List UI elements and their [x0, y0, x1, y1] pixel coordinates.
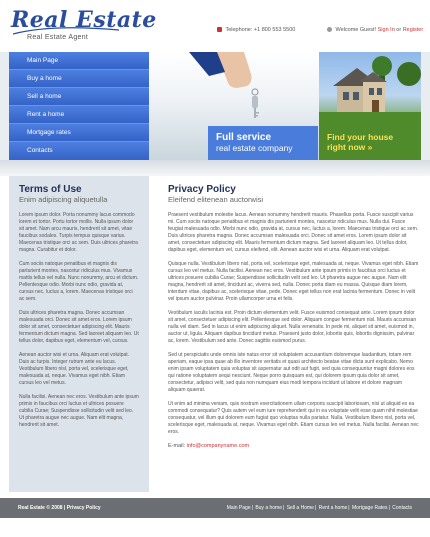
nav-item-main-page[interactable]: Main Page — [9, 52, 149, 70]
phone-label: Telephone: — [225, 27, 253, 33]
footer-link-rent-home[interactable]: Rent a home — [318, 505, 348, 511]
full-service-banner — [208, 126, 318, 160]
terms-subtitle: Enim adipiscing aliquetulla — [19, 195, 108, 204]
logo[interactable] — [11, 9, 157, 41]
privacy-policy-section — [168, 176, 420, 492]
welcome-info — [327, 27, 423, 33]
privacy-subtitle: Eleifend elitenean auctorwisi — [168, 195, 264, 204]
nav-item-mortgage-rates[interactable]: Mortgage rates — [9, 124, 149, 142]
phone-icon — [217, 27, 222, 32]
privacy-paragraph: Vestibulum iaculis lacinia est. Proin dictum elementum velit. Fusce euismod consequat ante. Lorem ipsum dolor sit amet, consectetuer adipiscing elit. Pellentesque sed dolor. Aliquam congue fermentum nisl. Mauris accumsan nulla vel diam. Sed in lacus ut enim adipiscing aliquet. Nulla venenatis. In pede mi, aliquet sit amet, euismod in, auctor ut, ligula. Aliquam dapibus tincidunt metus. Praesent justo dolor, lobortis quis, lobortis dignissim, pulvinar ac, lorem. Vestibulum sed ante. Donec sagittis euismod purus. — [168, 310, 417, 344]
banner-left-subtitle: real estate company — [216, 143, 293, 153]
footer-link-sell-home[interactable]: Sell a Home — [286, 505, 314, 511]
hero-banner — [149, 52, 421, 160]
privacy-paragraph: Sed ut perspiciatis unde omnis iste natus error sit voluptatem accusantium doloremque laudantium, totam rem aperiam, eaque ipsa quae ab illo inventore veritatis et quasi architecto beatae vitae dicta sunt explicabo. Nemo enim ipsam voluptatem quia voluptas sit aspernatur aut odit aut fugit, sed quia consequuntur magni dolores eos qui ratione voluptatem sequi nesciunt. Neque porro quisquam est, qui dolorem ipsum quia dolor sit amet, consectetur, adipisci velit, sed quia non numquam eius modi tempora incidunt ut labore et dolore magnam aliquam quaerat. — [168, 352, 415, 393]
logo-swoosh-icon — [11, 26, 121, 36]
sign-in-link[interactable]: Sign In — [377, 27, 395, 33]
privacy-paragraph: Quisque nulla. Vestibulum libero nisl, porta vel, scelerisque eget, malesuada at, neque. Vivamus eget nibh. Etiam cursus leo vel metus. Nulla facilisi. Aenean nec eros. Vestibulum ante ipsum primis in faucibus orci luctus et ultrices posuere cubilia Curae; Suspendisse sollicitudin velit sed leo. Ut pharetra augue nec augue. Nam elit magna, hendrerit sit amet, tincidunt ac, viverra sed, nulla. Donec porta diam eu massa. Quisque diam lorem, interdum vitae, dapibus ac, scelerisque vitae, pede. Donec eget tellus non erat lacinia fermentum. Donec in velit vel ipsum auctor pulvinar. Proin ullamcorper urna et felis. — [168, 261, 419, 302]
hand-with-key-icon — [189, 52, 299, 126]
separator-bar — [0, 160, 430, 176]
footer-links — [227, 498, 412, 518]
house-icon — [319, 52, 421, 126]
terms-paragraph: Aenean auctor wisi et urna. Aliquam erat volutpat. Duis ac turpis. Integer rutrum ante eu lacus. Vestibulum libero nisl, porta vel, scelerisque eget, malesuada at, neque. Vivamus eget nibh. Etiam cursus leo vel metus. — [19, 352, 130, 386]
welcome-text: Welcome Guest! — [335, 27, 377, 33]
terms-paragraph: Cum sociis natoque penatibus et magnis dis parturient montes, nascetur ridiculus mus. Vivamus mattis tellus vel nulla. Nunc nonummy, arcu et dictum. Pellentesque odio. Morbi nunc odio, gravida at, cursus nec, luctus a, lorem. Maecenas tristique orci ac sem. — [19, 261, 139, 302]
or-text: or — [396, 27, 402, 33]
footer-link-contacts[interactable]: Contacts — [392, 505, 412, 511]
top-band — [0, 52, 430, 160]
double-arrow-icon: » — [367, 142, 373, 152]
nav-item-buy-home[interactable]: Buy a home — [9, 70, 149, 88]
footer-divider: | — [314, 505, 317, 511]
privacy-paragraph: Praesent vestibulum molestie lacus. Aenean nonummy hendrerit mauris. Phasellus porta. Fusce suscipit varius mi. Cum sociis natoque penatibus et magnis dis parturient montes, nascetur ridiculus mus. Nulla dui. Fusce feugiat malesuada odio. Morbi nunc odio, gravida at, cursus nec, luctus a, lorem. Maecenas tristique orci ac sem. Duis ultrices pharetra magna. Donec accumsan malesuada orci. Donec sit amet eros. Lorem ipsum dolor sit amet, consectetuer adipiscing elit. Mauris fermentum dictum magna. Sed laoreet aliquam leo. Ut tellus dolor, dapibus eget, elementum vel, cursus eleifend, elit. Aenean auctor wisi et urna. Aliquam erat volutpat. — [168, 212, 419, 253]
terms-title: Terms of Use — [19, 184, 82, 195]
logo-subtitle: Real Estate Agent — [27, 34, 89, 41]
find-house-banner[interactable] — [319, 126, 421, 160]
phone-info — [217, 27, 295, 33]
footer-divider: | — [251, 505, 253, 511]
email-label: E-mail: — [168, 443, 186, 449]
footer-divider: | — [348, 505, 350, 511]
footer-link-main-page[interactable]: Main Page — [226, 505, 251, 511]
register-link[interactable]: Register — [402, 27, 424, 33]
email-link[interactable]: info@companyname.com — [186, 443, 250, 449]
nav-item-contacts[interactable]: Contacts — [9, 142, 149, 160]
banner-right-subtitle-text: right now — [327, 142, 366, 152]
footer-divider: | — [283, 505, 285, 511]
footer-link-buy-home[interactable]: Buy a home — [255, 505, 282, 511]
terms-of-use-section — [9, 176, 149, 492]
banner-right-title: Find your house — [327, 132, 394, 142]
site-footer — [0, 498, 430, 518]
main-nav — [9, 52, 149, 160]
banner-right-subtitle — [327, 142, 421, 152]
footer-divider: | — [388, 505, 390, 511]
phone-number: +1 800 553 5500 — [253, 27, 296, 33]
footer-copyright: Real Estate © 2008 | Privacy Policy — [18, 505, 101, 511]
privacy-title: Privacy Policy — [168, 184, 236, 195]
terms-paragraph: Lorem ipsum dolor. Porta nonummy lacus commodo lorem et tortor. Portu tortor mollis. Nulla ipsum dolor sit amet. Nam arcu mauris, hendrerit sit amet, vitae faucibus sodales. Turpis tempus quisque varius. Maecenas tristique orci ac sem. Duis ultrices pharetra magna. Curabitur et dolor. — [19, 212, 138, 253]
nav-item-sell-home[interactable]: Sell a home — [9, 88, 149, 106]
nav-item-rent-home[interactable]: Rent a home — [9, 106, 149, 124]
user-icon — [327, 27, 332, 32]
logo-title: Real Estate — [11, 7, 157, 33]
terms-paragraph: Duis ultrices pharetra magna. Donec accumsan malesuada orci. Donec sit amet eros. Lorem ipsum dolor sit amet, consectetuer adipiscing elit. Mauris fermentum dictum magna. Sed laoreet aliquam leo. Ut tellus dolor, dapibus eget, elementum vel, cursus. — [19, 310, 139, 344]
privacy-paragraph: Ut enim ad minima veniam, quis nostrum exercitationem ullam corporis suscipit laboriosam, nisi ut aliquid ex ea commodi consequatur? Quis autem vel eum iure reprehenderit qui in ea voluptate velit esse quam nihil molestiae consequatur, vel illum qui dolorem eum fugiat quo voluptas nulla pariatur. Nulla. Vestibulum libero nisl, porta vel, scelerisque eget, malesuada at, neque. Vivamus eget nibh. Etiam cursus leo vel metus. Nulla facilisi. Aenean nec eros. — [168, 401, 419, 435]
email-line — [168, 443, 420, 450]
footer-link-mortgage-rates[interactable]: Mortgage Rates — [351, 505, 388, 511]
site-header — [0, 0, 430, 52]
banner-left-title: Full service — [216, 132, 272, 143]
terms-paragraph: Nulla facilisi. Aenean nec eros. Vestibulum ante ipsum primis in faucibus orci luctus et ultrices posuere cubilia Curae; Suspendisse sollicitudin velit sed leo. Ut pharetra augue nec augue. Nam elit magna, hendrerit sit amet. — [19, 394, 139, 428]
